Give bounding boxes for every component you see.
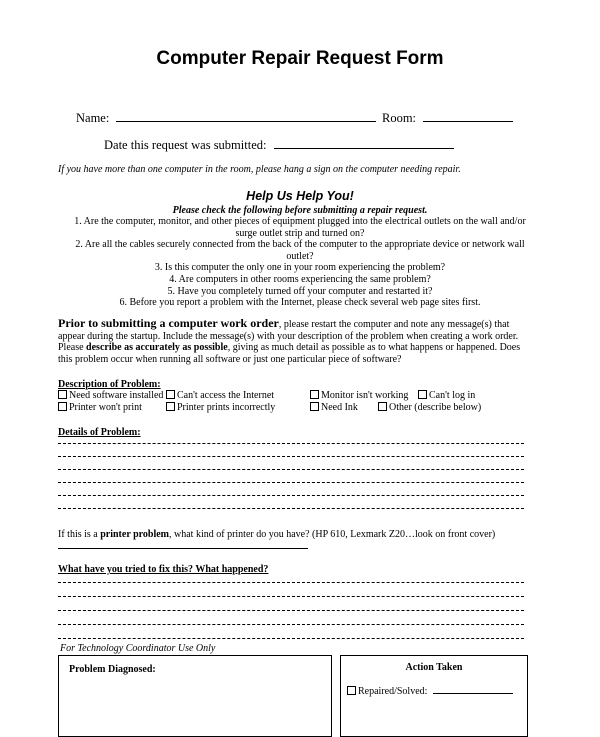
checkbox-icon [166, 390, 175, 399]
name-field[interactable] [116, 110, 376, 122]
checkbox-icon [347, 686, 356, 695]
details-line[interactable] [58, 469, 524, 470]
printer-rest: , what kind of printer do you have? (HP 610, Lexmark Z20…look on front cover) [169, 529, 496, 540]
details-line[interactable] [58, 456, 524, 457]
option-label: Printer prints incorrectly [177, 402, 276, 413]
name-row [76, 110, 376, 126]
coordinator-separator [58, 638, 524, 639]
option-label: Can't log in [429, 390, 476, 401]
diagnosed-label: Problem Diagnosed: [69, 664, 156, 675]
checkbox-monitor[interactable] [310, 390, 408, 401]
option-label: Need software installed [69, 390, 164, 401]
prior-line3b: , giving as much detail as possible as to what happens or happened. Does [227, 342, 521, 354]
printer-question [58, 529, 495, 540]
checkbox-icon [310, 402, 319, 411]
checkbox-printer-incorrect[interactable] [166, 402, 275, 413]
name-label: Name: [76, 111, 110, 125]
details-line[interactable] [58, 508, 524, 509]
option-label: Printer won't print [69, 402, 142, 413]
checkbox-icon [166, 402, 175, 411]
tried-line[interactable] [58, 610, 524, 611]
checkbox-icon [418, 390, 427, 399]
checkbox-icon [58, 402, 67, 411]
help-item: 4. Are computers in other rooms experiencing the same problem? [169, 273, 431, 285]
help-item: 3. Is this computer the only one in your room experiencing the problem? [154, 262, 446, 274]
prior-lead: Prior to submitting a computer work order [58, 316, 279, 330]
prior-paragraph [58, 318, 538, 365]
checkbox-repaired[interactable] [347, 684, 513, 697]
checkbox-need-ink[interactable] [310, 402, 358, 413]
problem-diagnosed-box[interactable] [58, 655, 332, 737]
prior-line2: appear during the startup. Include the message(s) with your description of the problem when creating a work order. [58, 330, 519, 342]
tried-line[interactable] [58, 596, 524, 597]
page-title: Computer Repair Request Form [156, 48, 444, 69]
help-item: 1. Are the computer, monitor, and other pieces of equipment plugged into the electrical outlets on the wall and/or [74, 216, 526, 227]
details-line[interactable] [58, 495, 524, 496]
checkbox-icon [310, 390, 319, 399]
room-row [382, 110, 513, 126]
prior-line3-bold: describe as accurately as possible [86, 342, 228, 354]
date-field[interactable] [274, 137, 454, 149]
help-item: 6. Before you report a problem with the Internet, please check several web page sites first. [119, 297, 481, 309]
help-item: 5. Have you completely turned off your computer and restarted it? [167, 285, 433, 297]
room-field[interactable] [423, 110, 513, 122]
date-row [104, 137, 454, 153]
option-label: Other (describe below) [389, 402, 482, 413]
printer-bold: printer problem [100, 529, 170, 540]
checkbox-icon [58, 390, 67, 399]
sign-note: If you have more than one computer in the room, please hang a sign on the computer needing repair. [58, 164, 461, 175]
repaired-label: Repaired/Solved: [358, 686, 428, 697]
checkbox-no-internet[interactable] [166, 390, 274, 401]
help-item: surge outlet strip and turned on? [235, 227, 365, 239]
option-label: Need Ink [321, 402, 358, 413]
room-label: Room: [382, 111, 417, 125]
checkbox-icon [378, 402, 387, 411]
details-line[interactable] [58, 443, 524, 444]
details-heading: Details of Problem: [58, 427, 141, 438]
action-taken-box[interactable] [340, 655, 528, 737]
help-list [40, 216, 560, 309]
tried-line[interactable] [58, 624, 524, 625]
help-item: outlet? [286, 250, 314, 262]
checkbox-printer-wont-print[interactable] [58, 402, 142, 413]
prior-line1: , please restart the computer and note any message(s) that [278, 319, 510, 330]
details-line[interactable] [58, 482, 524, 483]
checkbox-need-software[interactable] [58, 390, 163, 401]
printer-field[interactable] [58, 548, 308, 549]
prior-line3a: Please [58, 342, 87, 354]
action-label: Action Taken [405, 662, 463, 673]
help-heading: Help Us Help You! [246, 189, 354, 203]
help-subheading: Please check the following before submitting a repair request. [172, 205, 428, 216]
prior-line4: this problem occur when running all software or just one particular piece of software? [58, 353, 402, 365]
repaired-field[interactable] [433, 684, 513, 694]
option-label: Can't access the Internet [177, 390, 275, 401]
tried-heading: What have you tried to fix this? What happened? [58, 564, 269, 575]
description-heading: Description of Problem: [58, 379, 161, 390]
checkbox-login[interactable] [418, 390, 475, 401]
tried-line[interactable] [58, 582, 524, 583]
help-item: 2. Are all the cables securely connected from the back of the computer to the appropriate device or network wall [75, 239, 525, 251]
coordinator-label: For Technology Coordinator Use Only [60, 643, 216, 654]
date-label: Date this request was submitted: [104, 138, 267, 152]
checkbox-other[interactable] [378, 402, 481, 413]
option-label: Monitor isn't working [321, 390, 409, 401]
printer-prefix: If this is a [58, 529, 101, 540]
